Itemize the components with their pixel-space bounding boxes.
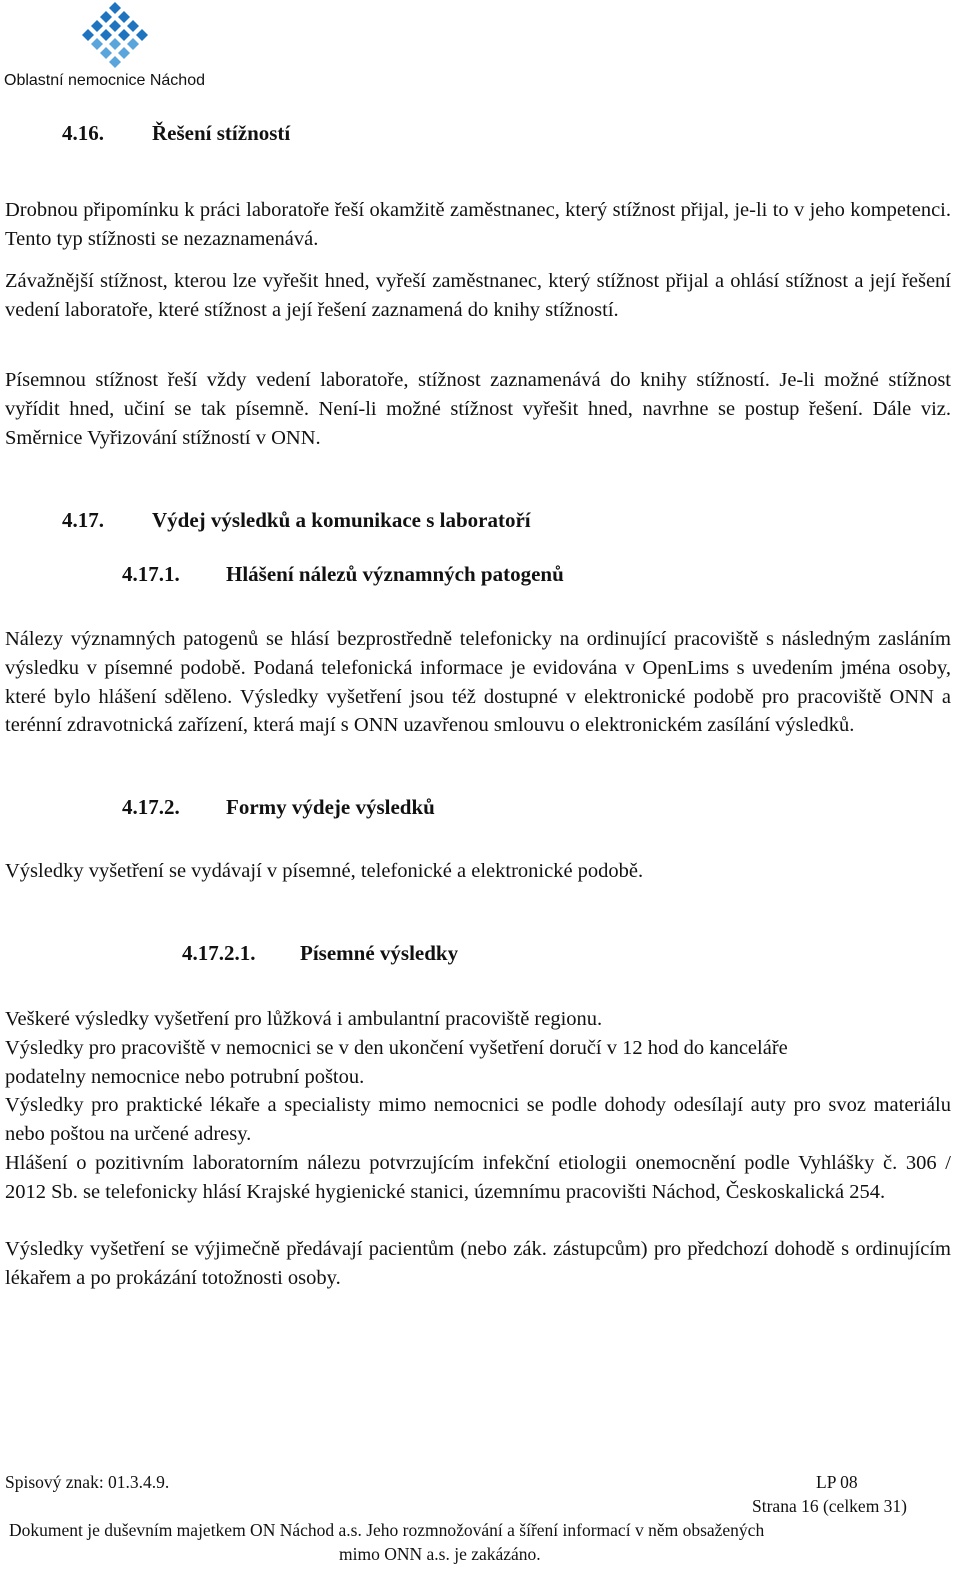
section-number: 4.17.1. xyxy=(122,562,180,586)
paragraph: Závažnější stížnost, kterou lze vyřešit hned, vyřeší zaměstnanec, který stížnost přijal a ohlásí stížnost a její řešení vedení laboratoře, které stížnost a její řešení zaznamená do knihy stížností. xyxy=(5,270,951,321)
paragraph: Výsledky pro pracoviště v nemocnici se v den ukončení vyšetření doručí v 12 hod do kanceláře podatelny nemocnice nebo potrubní poštou. xyxy=(5,1037,788,1088)
footer-doc-code: LP 08 xyxy=(816,1472,858,1492)
section-title: Písemné výsledky xyxy=(300,941,459,965)
hospital-logo xyxy=(4,0,224,96)
hospital-logo-icon xyxy=(78,2,152,68)
section-heading-4-16 xyxy=(62,121,290,146)
section-number: 4.17.2.1. xyxy=(182,941,256,965)
section-number: 4.16. xyxy=(62,121,104,145)
section-number: 4.17. xyxy=(62,508,104,532)
section-title: Výdej výsledků a komunikace s laboratoří xyxy=(152,508,531,532)
footer-page-number: Strana 16 (celkem 31) xyxy=(752,1496,908,1516)
section-title: Hlášení nálezů významných patogenů xyxy=(226,562,564,586)
paragraph: Hlášení o pozitivním laboratorním nálezu potvrzujícím infekční etiologii onemocnění podle Vyhlášky č. 306 / 2012 Sb. se telefonicky hlásí Krajské hygienické stanici, územnímu pracovišti Náchod, Českoskalická 254. xyxy=(5,1152,951,1203)
footer-copyright-notice-line2: mimo ONN a.s. je zakázáno. xyxy=(339,1544,541,1564)
section-number: 4.17.2. xyxy=(122,795,180,819)
footer-spisovy-znak: Spisový znak: 01.3.4.9. xyxy=(5,1472,170,1492)
paragraph: Výsledky pro praktické lékaře a specialisty mimo nemocnici se podle dohody odesílají auty pro svoz materiálu nebo poštou na určené adresy. xyxy=(5,1094,951,1145)
section-heading-4-17 xyxy=(62,508,531,533)
section-heading-4-17-2-1 xyxy=(182,941,458,966)
paragraph: Výsledky vyšetření se vydávají v písemné, telefonické a elektronické podobě. xyxy=(5,860,644,882)
section-heading-4-17-2 xyxy=(122,795,435,820)
section-title: Formy výdeje výsledků xyxy=(226,795,435,819)
paragraph: Písemnou stížnost řeší vždy vedení laboratoře, stížnost zaznamenává do knihy stížností. Je-li možné stížnost vyřídit hned, učiní se tak písemně. Není-li možné stížnost vyřešit hned, navrhne se postup řešení. Dále viz. Směrnice Vyřizování stížností v ONN. xyxy=(5,369,951,449)
org-name: Oblastní nemocnice Náchod xyxy=(4,72,205,89)
paragraph: Výsledky vyšetření se výjimečně předávají pacientům (nebo zák. zástupcům) pro předchozí dohodě s ordinujícím lékařem a po prokázání totožnosti osoby. xyxy=(5,1238,951,1289)
paragraph: Drobnou připomínku k práci laboratoře řeší okamžitě zaměstnanec, který stížnost přijal, je-li to v jeho kompetenci. Tento typ stížnosti se nezaznamenává. xyxy=(5,199,951,250)
section-title: Řešení stížností xyxy=(152,121,291,145)
paragraph: Nálezy významných patogenů se hlásí bezprostředně telefonicky na ordinující pracoviště s následným zasláním výsledku v písemné podobě. Podaná telefonická informace je evidována v OpenLims s uvedením jména osoby, které bylo hlášení sděleno. Výsledky vyšetření jsou též dostupné v elektronické podobě pro pracoviště ONN a terénní zdravotnická zařízení, která mají s ONN uzavřenou smlouvu o elektronickém zasílání výsledků. xyxy=(5,628,951,737)
section-heading-4-17-1 xyxy=(122,562,564,587)
paragraph: Veškeré výsledky vyšetření pro lůžková i ambulantní pracoviště regionu. xyxy=(5,1008,603,1030)
footer-copyright-notice: Dokument je duševním majetkem ON Náchod a.s. Jeho rozmnožování a šíření informací v něm obsažených xyxy=(9,1520,765,1540)
